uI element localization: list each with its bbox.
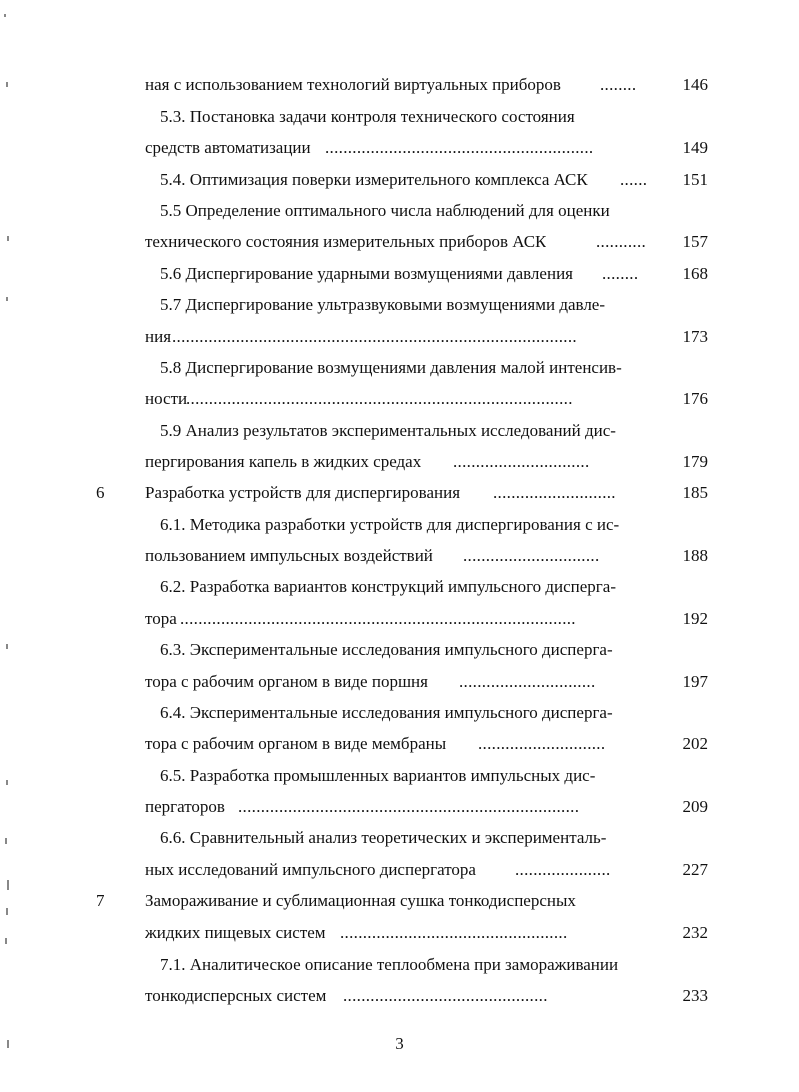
toc-entry-text: 5.7 Диспергирование ультразвуковыми возмущениями давле- bbox=[160, 295, 606, 314]
toc-leader-dots: .............................. bbox=[459, 672, 596, 691]
toc-line bbox=[0, 322, 799, 352]
toc-entry-text: ности bbox=[145, 389, 188, 408]
toc-line bbox=[0, 886, 799, 916]
scan-speck bbox=[6, 644, 8, 649]
toc-entry-text: 6.2. Разработка вариантов конструкций импульсного дисперга- bbox=[160, 577, 616, 596]
toc-entry-text: 5.6 Диспергирование ударными возмущениями давления bbox=[160, 264, 573, 283]
toc-line bbox=[0, 729, 799, 759]
toc-section-number: 6 bbox=[96, 483, 105, 502]
toc-line bbox=[0, 604, 799, 634]
toc-entry-text: Разработка устройств для диспергирования bbox=[145, 483, 461, 502]
toc-entry-text: ния bbox=[145, 327, 172, 346]
toc-line bbox=[0, 510, 799, 540]
toc-page-number: 202 bbox=[682, 734, 708, 753]
toc-page-number: 176 bbox=[682, 389, 708, 408]
toc-entry-text: ная с использованием технологий виртуальных приборов bbox=[145, 75, 561, 94]
toc-entry-text: технического состояния измерительных приборов АСК bbox=[145, 232, 547, 251]
toc-page-number: 146 bbox=[682, 75, 708, 94]
toc-leader-dots: .................................................. bbox=[340, 923, 568, 942]
toc-section-number: 7 bbox=[96, 891, 105, 910]
toc-line bbox=[0, 823, 799, 853]
toc-entry-text: 6.6. Сравнительный анализ теоретических и эксперименталь- bbox=[160, 828, 607, 847]
scan-speck bbox=[5, 838, 7, 844]
toc-leader-dots: .............................. bbox=[453, 452, 590, 471]
toc-page-number: 173 bbox=[682, 327, 708, 346]
toc-line bbox=[0, 384, 799, 414]
toc-entry-text: 5.3. Постановка задачи контроля технического состояния bbox=[160, 107, 575, 126]
toc-page-number: 232 bbox=[682, 923, 708, 942]
toc-line bbox=[0, 667, 799, 697]
toc-leader-dots: .............................. bbox=[463, 546, 600, 565]
toc-line bbox=[0, 353, 799, 383]
toc-entry-text: Замораживание и сублимационная сушка тонкодисперсных bbox=[145, 891, 576, 910]
page-footer-number: 3 bbox=[395, 1034, 404, 1053]
toc-page-number: 149 bbox=[682, 138, 708, 157]
toc-line bbox=[0, 792, 799, 822]
scan-speck bbox=[4, 14, 6, 17]
scan-speck bbox=[7, 236, 9, 241]
toc-line bbox=[0, 855, 799, 885]
scan-speck bbox=[6, 780, 8, 785]
toc-line bbox=[0, 950, 799, 980]
toc-entry-text: 6.1. Методика разработки устройств для диспергирования с ис- bbox=[160, 515, 620, 534]
toc-line bbox=[0, 698, 799, 728]
toc-line bbox=[0, 227, 799, 257]
toc-entry-text: 6.5. Разработка промышленных вариантов импульсных дис- bbox=[160, 766, 596, 785]
toc-page-number: 151 bbox=[682, 170, 708, 189]
toc-page-number: 179 bbox=[682, 452, 708, 471]
toc-line bbox=[0, 290, 799, 320]
toc-line bbox=[0, 478, 799, 508]
scan-speck bbox=[6, 908, 8, 915]
toc-entry-text: тора с рабочим органом в виде поршня bbox=[145, 672, 428, 691]
toc-line bbox=[0, 416, 799, 446]
toc-entry-text: пергирования капель в жидких средах bbox=[145, 452, 422, 471]
scan-speck bbox=[7, 880, 9, 890]
toc-leader-dots: ........................... bbox=[493, 483, 616, 502]
toc-line bbox=[0, 259, 799, 289]
toc-line bbox=[0, 133, 799, 163]
toc-leader-dots: ......................................................................................... bbox=[172, 327, 577, 346]
toc-leader-dots: ...... bbox=[620, 170, 648, 189]
toc-entry-text: ных исследований импульсного диспергатора bbox=[145, 860, 476, 879]
toc-page-number: 188 bbox=[682, 546, 708, 565]
toc-leader-dots: ........................................................... bbox=[325, 138, 594, 157]
toc-line bbox=[0, 981, 799, 1011]
toc-entry-text: 6.3. Экспериментальные исследования импульсного дисперга- bbox=[160, 640, 613, 659]
toc-line bbox=[0, 761, 799, 791]
toc-page-number: 197 bbox=[682, 672, 708, 691]
toc-page-number: 209 bbox=[682, 797, 708, 816]
toc-page-number: 157 bbox=[682, 232, 708, 251]
toc-line bbox=[0, 918, 799, 948]
toc-entry-text: 7.1. Аналитическое описание теплообмена при замораживании bbox=[160, 955, 619, 974]
toc-page-number: 185 bbox=[682, 483, 708, 502]
toc-entry-text: тора bbox=[145, 609, 177, 628]
toc-leader-dots: ............................ bbox=[478, 734, 606, 753]
toc-leader-dots: ..................... bbox=[515, 860, 611, 879]
toc-line bbox=[0, 572, 799, 602]
toc-leader-dots: ........ bbox=[602, 264, 639, 283]
toc-entry-text: тонкодисперсных систем bbox=[145, 986, 327, 1005]
toc-entry-text: жидких пищевых систем bbox=[145, 923, 326, 942]
toc-entry-text: 5.8 Диспергирование возмущениями давления малой интенсив- bbox=[160, 358, 622, 377]
toc-line bbox=[0, 541, 799, 571]
toc-leader-dots: ........ bbox=[600, 75, 637, 94]
scan-speck bbox=[7, 1040, 9, 1048]
toc-leader-dots: ............................................. bbox=[343, 986, 548, 1005]
toc-entry-text: 5.9 Анализ результатов экспериментальных исследований дис- bbox=[160, 421, 616, 440]
toc-line bbox=[0, 635, 799, 665]
toc-leader-dots: ..................................................................................... bbox=[186, 389, 573, 408]
toc-leader-dots: ........... bbox=[596, 232, 647, 251]
toc-line bbox=[0, 70, 799, 100]
toc-page-number: 227 bbox=[682, 860, 708, 879]
toc-page-number: 233 bbox=[682, 986, 708, 1005]
toc-line bbox=[0, 196, 799, 226]
toc-entry-text: 5.4. Оптимизация поверки измерительного комплекса АСК bbox=[160, 170, 588, 189]
toc-line bbox=[0, 165, 799, 195]
toc-line bbox=[0, 447, 799, 477]
toc-page-number: 192 bbox=[682, 609, 708, 628]
toc-leader-dots: ........................................................................... bbox=[238, 797, 580, 816]
scan-speck bbox=[6, 82, 8, 87]
toc-page-number: 168 bbox=[682, 264, 708, 283]
toc-entry-text: пользованием импульсных воздействий bbox=[145, 546, 433, 565]
toc-entry-text: 6.4. Экспериментальные исследования импульсного дисперга- bbox=[160, 703, 613, 722]
scan-speck bbox=[6, 297, 8, 301]
toc-entry-text: тора с рабочим органом в виде мембраны bbox=[145, 734, 447, 753]
scan-speck bbox=[5, 938, 7, 944]
toc-entry-text: 5.5 Определение оптимального числа наблюдений для оценки bbox=[160, 201, 610, 220]
toc-entry-text: пергаторов bbox=[145, 797, 225, 816]
toc-line bbox=[0, 102, 799, 132]
toc-leader-dots: ....................................................................................... bbox=[180, 609, 576, 628]
toc-entry-text: средств автоматизации bbox=[145, 138, 311, 157]
